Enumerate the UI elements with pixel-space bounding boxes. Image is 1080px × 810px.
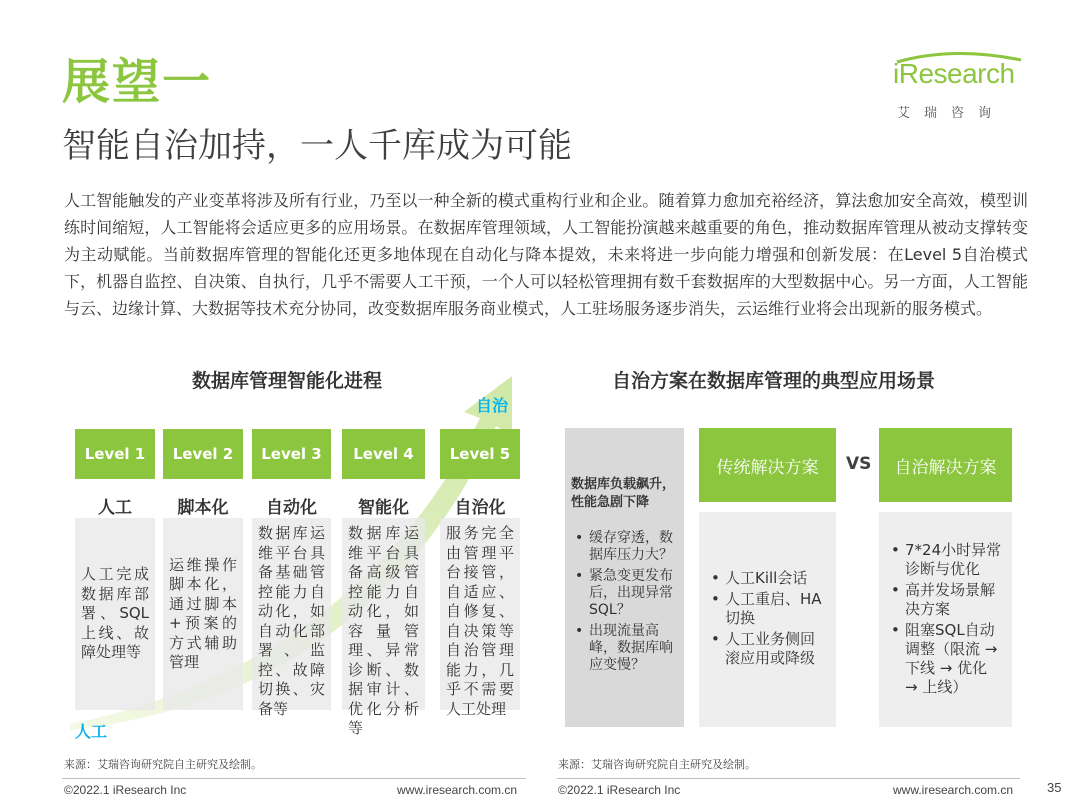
level-1-name: 人工 (98, 498, 132, 518)
page-subtitle: 智能自治加持，一人千库成为可能 (62, 126, 572, 166)
traditional-solution-body (699, 512, 836, 727)
traditional-item: • 人工业务侧回滚应用或降级 (707, 630, 828, 668)
autonomous-list (887, 541, 1004, 699)
level-4-badge: Level 4 (342, 429, 425, 479)
level-4-name: 智能化 (358, 498, 409, 518)
traditional-list (707, 569, 828, 670)
level-1-badge: Level 1 (75, 429, 155, 479)
autonomous-item: • 阻塞SQL自动调整（限流 → 下线 → 优化 → 上线） (887, 621, 1004, 697)
level-5-badge: Level 5 (440, 429, 520, 479)
traditional-item: • 人工重启、HA切换 (707, 590, 828, 628)
level-2-badge: Level 2 (163, 429, 243, 479)
level-2-description-text: 运维操作脚本化，通过脚本+预案的方式辅助管理 (169, 555, 237, 671)
copyright-left: ©2022.1 iResearch Inc (64, 783, 187, 797)
autonomous-item: • 高并发场景解决方案 (887, 581, 1004, 619)
intro-paragraph: 人工智能触发的产业变革将涉及所有行业，乃至以一种全新的模式重构行业和企业。随着算力愈加充裕经济，算法愈加安全高效，模型训练时间缩短，人工智能将会适应更多的应用场景。在数据库管理领域，人工智能扮演越来越重要的角色，推动数据库管理从被动支撑转变为主动赋能。当前数据库管理的智能化还更多地体现在自动化与降本提效，未来将进一步向能力增强和创新发展：在Level 5自治模式下，机器自监控、自决策、自执行，几乎不需要人工干预，一个人可以轻松管理拥有数千套数据库的大型数据中心。另一方面，人工智能与云、边缘计算、大数据等技术充分协同，改变数据库服务商业模式，人工驻场服务逐步消失，云运维行业将会出现新的服务模式。 (64, 191, 1028, 318)
level-5-name: 自治化 (454, 498, 506, 518)
footer-divider-right (557, 778, 1020, 779)
logo-wordmark: iResearch (893, 58, 1015, 89)
level-3-name: 自动化 (266, 498, 317, 518)
iresearch-logo (893, 58, 1023, 124)
website-left[interactable]: www.iresearch.com.cn (397, 783, 518, 797)
source-note-right: 来源：艾瑞咨询研究院自主研究及绘制。 (558, 758, 756, 771)
problem-item: • 缓存穿透，数据库压力大？ (571, 530, 678, 564)
logo-cn-text: 艾瑞咨询 (897, 106, 1006, 121)
arrow-top-label: 自治 (476, 396, 509, 415)
level-3-description (252, 518, 331, 718)
level-1-description-text: 人工完成数据库部署、SQL上线、故障处理等 (81, 565, 149, 662)
right-section-title: 自治方案在数据库管理的典型应用场景 (612, 370, 936, 392)
source-note-left: 来源：艾瑞咨询研究院自主研究及绘制。 (64, 758, 262, 771)
problem-list (571, 530, 678, 674)
traditional-item: • 人工Kill会话 (707, 569, 828, 588)
arrow-bottom-label: 人工 (75, 722, 108, 741)
level-3-description-text: 数据库运维平台具备基础管控能力自动化，如自动化部署、监控、故障切换、灾备等 (258, 524, 325, 718)
problem-box (565, 428, 684, 727)
traditional-solution-header: 传统解决方案 (699, 428, 836, 502)
copyright-right: ©2022.1 iResearch Inc (558, 783, 681, 797)
level-4-description (342, 518, 425, 737)
autonomous-solution-header: 自治解决方案 (879, 428, 1012, 502)
problem-title: 数据库负载飙升，性能急剧下降 (571, 477, 676, 510)
level-5-description-text: 服务完全由管理平台接管，自适应、自修复、自决策等自治管理能力，几乎不需要人工处理 (446, 524, 514, 718)
website-right[interactable]: www.iresearch.com.cn (893, 783, 1014, 797)
autonomous-item: • 7*24小时异常诊断与优化 (887, 541, 1004, 579)
level-2-description (163, 518, 243, 710)
level-5-description (440, 518, 520, 718)
autonomous-solution-body (879, 512, 1012, 727)
problem-item: • 紧急变更发布后，出现异常SQL？ (571, 568, 678, 619)
level-1-description (75, 518, 155, 710)
vs-label: VS (846, 454, 872, 474)
page-title: 展望一 (62, 54, 213, 110)
level-4-description-text: 数据库运维平台具备高级管控能力自动化，如容量管理、异常诊断、数据审计、优化分析等 (348, 524, 419, 737)
footer-divider-left (62, 778, 526, 779)
problem-item: • 出现流量高峰，数据库响应变慢？ (571, 623, 678, 674)
level-2-name: 脚本化 (177, 498, 229, 518)
level-3-badge: Level 3 (252, 429, 331, 479)
left-section-title: 数据库管理智能化进程 (192, 370, 383, 392)
page-number: 35 (1047, 780, 1062, 795)
